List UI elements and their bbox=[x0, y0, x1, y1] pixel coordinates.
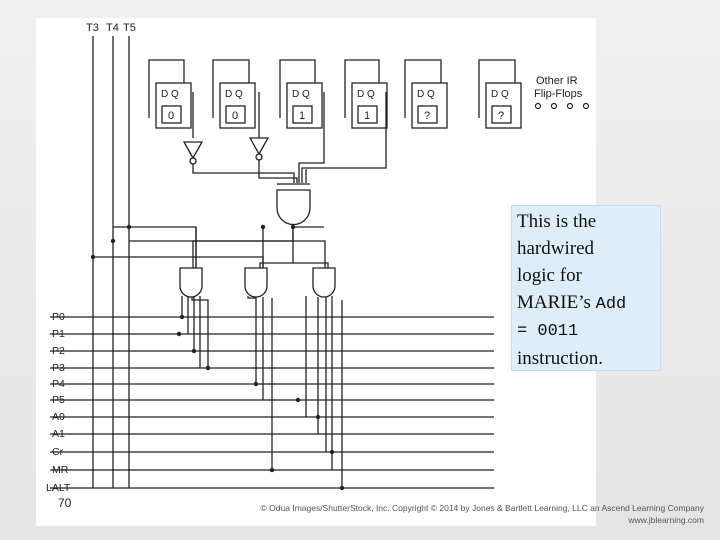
other-ir-label-line2: Flip-Flops bbox=[534, 88, 583, 100]
ff-value-3: 1 bbox=[364, 110, 371, 122]
timing-label-2: T5 bbox=[123, 22, 136, 34]
control-label-p0: P0 bbox=[52, 311, 65, 323]
callout-add-code: Add bbox=[595, 295, 627, 314]
control-label-p4: P4 bbox=[52, 378, 65, 390]
ff-value-5: ? bbox=[498, 110, 505, 122]
control-label-p1: P1 bbox=[52, 328, 65, 340]
and-gate-1 bbox=[180, 268, 202, 297]
callout-line-4-text: MARIE’s bbox=[517, 292, 596, 313]
control-label-a1: A1 bbox=[52, 428, 65, 440]
ff-value-0: 0 bbox=[168, 110, 175, 122]
ff-dq-label: D Q bbox=[417, 89, 435, 100]
control-label-mr: MR bbox=[52, 464, 69, 476]
control-label-a0: A0 bbox=[52, 411, 65, 423]
callout-opcode: = 0011 bbox=[517, 322, 579, 341]
timing-label-0: T3 bbox=[86, 22, 99, 34]
ff-value-1: 0 bbox=[232, 110, 239, 122]
and-gate-3 bbox=[313, 268, 335, 297]
inverter-2 bbox=[250, 138, 268, 154]
copyright-url: www.jblearning.com bbox=[628, 515, 704, 525]
callout-box bbox=[511, 205, 661, 371]
other-ir-terminals bbox=[536, 104, 589, 109]
inverter-1 bbox=[184, 142, 202, 158]
flip-flops bbox=[156, 83, 521, 128]
and-gate-2 bbox=[245, 268, 267, 297]
copyright-line: © Odua Images/ShutterStock, Inc. Copyright © 2014 by Jones & Bartlett Learning, LLC an Ascend Learning Company bbox=[260, 503, 704, 513]
ff-value-2: 1 bbox=[299, 110, 306, 122]
callout-line-4 bbox=[517, 289, 655, 318]
ff-dq-label: D Q bbox=[161, 89, 179, 100]
copyright-notice bbox=[252, 502, 704, 526]
flip-flop-bus bbox=[149, 60, 515, 118]
ff-dq-label: D Q bbox=[292, 89, 310, 100]
timing-label-1: T4 bbox=[106, 22, 119, 34]
control-label-p5: P5 bbox=[52, 394, 65, 406]
callout-line-2: hardwired bbox=[517, 238, 595, 259]
ff-dq-label: D Q bbox=[491, 89, 509, 100]
control-label-lalt: LALT bbox=[46, 482, 71, 494]
other-ir-label-line1: Other IR bbox=[536, 75, 578, 87]
control-label-cr: Cr bbox=[52, 446, 64, 458]
control-label-p3: P3 bbox=[52, 362, 65, 374]
ff-dq-label: D Q bbox=[357, 89, 375, 100]
callout-line-6: instruction. bbox=[517, 348, 604, 369]
control-line-labels bbox=[46, 311, 71, 494]
callout-line-3: logic for bbox=[517, 265, 582, 286]
ff-dq-label: D Q bbox=[225, 89, 243, 100]
ff-value-4: ? bbox=[424, 110, 431, 122]
main-and-gate bbox=[277, 190, 310, 225]
page-number: 70 bbox=[58, 496, 72, 510]
control-label-p2: P2 bbox=[52, 345, 65, 357]
callout-line-1: This is the bbox=[517, 211, 597, 232]
